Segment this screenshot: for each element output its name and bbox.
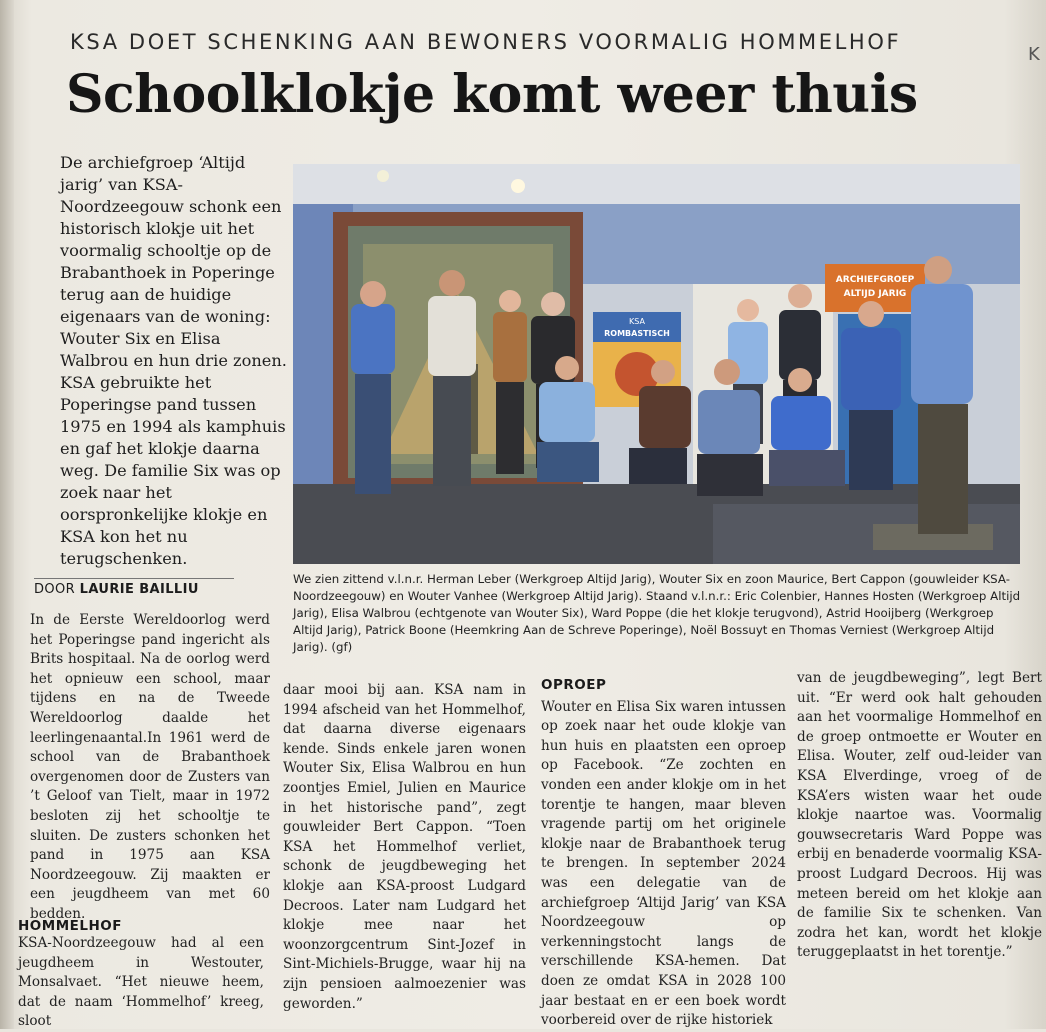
group-photo-illustration bbox=[293, 164, 1020, 564]
article-lead bbox=[60, 152, 292, 570]
next-article-fragment: K bbox=[1028, 44, 1040, 65]
body-column-2 bbox=[283, 681, 526, 1014]
byline bbox=[34, 578, 234, 597]
lead-paragraph: De archiefgroep ‘Altijd jarig’ van KSA-Noordzeegouw schonk een historisch klokje uit het voormalig schooltje op de Brabanthoek in Poperinge terug aan de huidige eigenaars van de woning: Wouter Six en Elisa Walbrou en hun drie zonen. KSA gebruikte het Poperingse pand tussen 1975 en 1994 als kamphuis en gaf het klokje daarna weg. De familie Six was op zoek naar het oorspronkelijke klokje en KSA kon het nu terugschenken. bbox=[60, 153, 287, 568]
byline-prefix: DOOR bbox=[34, 582, 76, 597]
body-paragraph-5: van de jeugdbeweging”, legt Bert uit. “Er werd ook halt gehouden aan het voormalige Hommelhof en de groep ontmoette er Wouter en Elisa. Wouter, zelf oud-leider van KSA Elverdinge, vroeg of de KSA’ers wisten waar het oude klokje naartoe was. Voormalig gouwsecretaris Ward Poppe was erbij en benaderde voormalig KSA-proost Ludgard Decroos. Hij was meteen bereid om het klokje aan de familie Six te schenken. Van zodra het kan, wordt het klokje teruggeplaatst in het torentje.” bbox=[797, 670, 1042, 961]
article-headline: Schoolklokje komt weer thuis bbox=[66, 64, 918, 125]
photo-caption: We zien zittend v.l.n.r. Herman Leber (Werkgroep Altijd Jarig), Wouter Six en zoon Maurice, Bert Cappon (gouwleider KSA-Noordzeegouw) en Wouter Vanhee (Werkgroep Altijd Jarig). Staand v.l.n.r.: Eric Colenbier, Hannes Hosten (Werkgroep Altijd Jarig), Elisa Walbrou (echtgenote van Wouter Six), Ward Poppe (die het klokje terugvond), Astrid Hooijberg (Werkgroep Altijd Jarig), Patrick Boone (Heemkring Aan de Schreve Poperinge), Noël Bossuyt en Thomas Verniest (Werkgroep Altijd Jarig). (gf) bbox=[293, 572, 1021, 654]
body-paragraph-4: Wouter en Elisa Six waren intussen op zoek naar het oude klokje van hun huis en plaatsten een oproep op Facebook. “Ze zochten en vonden een ander klokje om in het torentje te hangen, maar bleven vragende partij om het originele klokje naar de Brabanthoek terug te brengen. In september 2024 was een delegatie van de archiefgroep ‘Altijd Jarig’ van KSA Noordzeegouw op verkenningstocht langs de verschillende KSA-hemen. Dat doen ze omdat KSA in 2028 100 jaar bestaat en er een boek wordt voorbereid over de rijke historiek bbox=[541, 698, 786, 1029]
banner-text-1: ARCHIEFGROEP bbox=[835, 275, 915, 285]
poster-text-2: ROMBASTISCH bbox=[604, 329, 670, 338]
body-column-1 bbox=[30, 611, 270, 925]
subhead-hommelhof: HOMMELHOF bbox=[18, 918, 122, 934]
body-column-3 bbox=[541, 676, 786, 1031]
body-paragraph-2: KSA-Noordzeegouw had al een jeugdheem in Westouter, Monsalvaet. “Het nieuwe heem, dat de naam ‘Hommelhof’ kreeg, sloot bbox=[18, 935, 264, 1030]
banner-text-2: ALTIJD JARIG bbox=[843, 289, 907, 299]
article-kicker: KSA DOET SCHENKING AAN BEWONERS VOORMALIG HOMMELHOF bbox=[70, 30, 902, 54]
body-paragraph-3: daar mooi bij aan. KSA nam in 1994 afscheid van het Hommelhof, dat daarna diverse eigenaars kende. Sinds enkele jaren wonen Wouter Six, Elisa Walbrou en hun zoontjes Emiel, Julien en Maurice in het historische pand”, zegt gouwleider Bert Cappon. “Toen KSA het Hommelhof verliet, schonk de jeugdbeweging het klokje aan KSA-proost Ludgard Decroos. Later nam Ludgard het klokje mee naar het woonzorgcentrum Sint-Jozef in Sint-Michiels-Brugge, waar hij na zijn pensioen aalmoezenier was geworden.” bbox=[283, 682, 526, 1012]
body-column-1b bbox=[18, 934, 264, 1032]
byline-author: LAURIE BAILLIU bbox=[79, 582, 199, 597]
page-edge bbox=[0, 0, 14, 1029]
subhead-oproep: OPROEP bbox=[541, 677, 607, 693]
poster-text-1: KSA bbox=[629, 317, 645, 326]
body-paragraph-1: In de Eerste Wereldoorlog werd het Poperingse pand ingericht als Brits hospitaal. Na de oorlog werd het opnieuw een school, maar tijdens en na de Tweede Wereldoorlog daalde het leerlingenaantal.In 1961 werd de school van de Brabanthoek overgenomen door de Zusters van ’t Geloof van Tielt, maar in 1972 besloten zij het schooltje te sluiten. De zusters schonken het pand in 1975 aan KSA Noordzeegouw. Zij maakten er een jeugdheem van met 60 bedden. bbox=[30, 612, 270, 922]
body-column-4 bbox=[797, 669, 1042, 963]
group-photo bbox=[293, 164, 1020, 564]
